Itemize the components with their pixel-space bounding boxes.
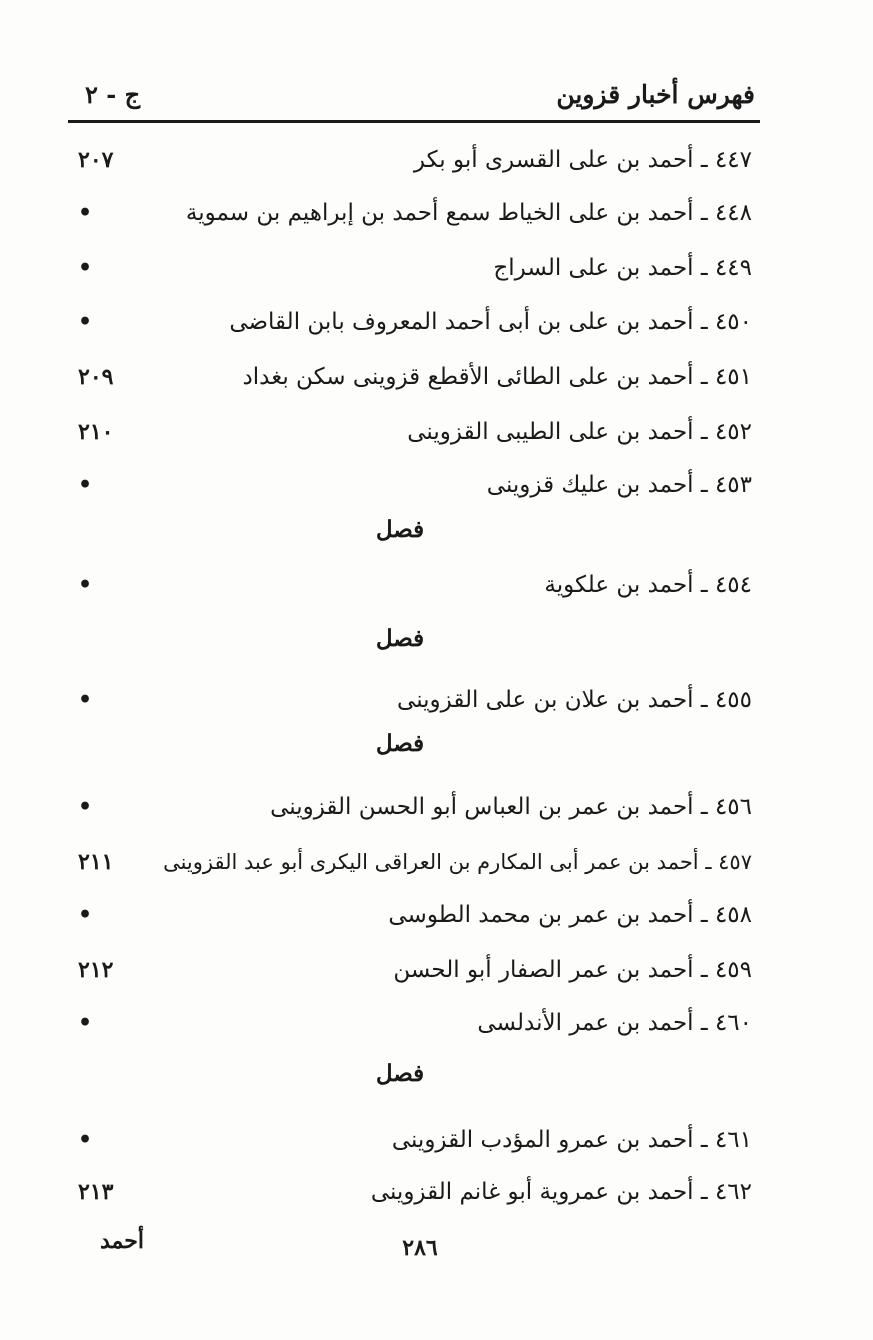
entry-text: ٤٥٩ ـ أحمد بن عمر الصفار أبو الحسن — [393, 957, 752, 983]
entry-page-ref: ٢٠٧ — [78, 147, 114, 173]
section-heading: فصل — [375, 516, 425, 543]
index-entry — [60, 357, 752, 397]
entry-text: ٤٤٨ ـ أحمد بن على الخياط سمع أحمد بن إبراهيم بن سموية — [185, 200, 752, 226]
entry-page-ref: • — [78, 472, 93, 498]
running-title: فهرس أخبار قزوين — [556, 80, 755, 109]
page-number: ٢٨٦ — [402, 1235, 438, 1261]
section-heading: فصل — [375, 625, 425, 652]
entry-text: ٤٥٧ ـ أحمد بن عمر أبى المكارم بن العراقى اليكرى أبو عبد القزوينى — [163, 850, 752, 874]
entry-text: ٤٥١ ـ أحمد بن على الطائى الأقطع قزوينى سكن بغداد — [242, 364, 752, 390]
entry-text: ٤٥٥ ـ أحمد بن علان بن على القزوينى — [397, 687, 752, 713]
entry-text: ٤٦٠ ـ أحمد بن عمر الأندلسى — [477, 1010, 752, 1036]
entry-text: ٤٤٧ ـ أحمد بن على القسرى أبو بكر — [413, 147, 752, 173]
section-heading: فصل — [375, 1060, 425, 1087]
entry-text: ٤٥٣ ـ أحمد بن عليك قزوينى — [486, 472, 752, 498]
entry-text: ٤٤٩ ـ أحمد بن على السراج — [493, 255, 752, 281]
entry-page-ref: • — [78, 200, 93, 226]
index-entry — [60, 842, 752, 882]
entry-page-ref: ٢٠٩ — [78, 364, 114, 390]
entry-page-ref: • — [78, 1010, 93, 1036]
index-entry — [60, 412, 752, 452]
entry-page-ref: ٢١٢ — [78, 957, 114, 983]
catchword: أحمد — [100, 1228, 144, 1254]
index-entry — [60, 465, 752, 505]
section-heading: فصل — [375, 730, 425, 757]
entry-page-ref: • — [78, 309, 93, 335]
index-entry — [60, 787, 752, 827]
index-entry — [60, 680, 752, 720]
entry-page-ref: ٢١٠ — [78, 419, 114, 445]
index-entry — [60, 1003, 752, 1043]
entry-text: ٤٥٦ ـ أحمد بن عمر بن العباس أبو الحسن القزوينى — [270, 794, 752, 820]
index-entry — [60, 1172, 752, 1212]
entry-page-ref: • — [78, 794, 93, 820]
entry-text: ٤٥٢ ـ أحمد بن على الطيبى القزوينى — [407, 419, 752, 445]
entry-page-ref: ٢١١ — [78, 849, 114, 875]
index-entry — [60, 950, 752, 990]
index-entry — [60, 140, 752, 180]
entry-page-ref: ٢١٣ — [78, 1179, 114, 1205]
index-entry — [60, 565, 752, 605]
entry-page-ref: • — [78, 255, 93, 281]
entry-page-ref: • — [78, 572, 93, 598]
entry-page-ref: • — [78, 1127, 93, 1153]
volume-label: ج - ٢ — [85, 80, 141, 109]
entry-text: ٤٦٢ ـ أحمد بن عمروية أبو غانم القزوينى — [370, 1179, 752, 1205]
index-entry — [60, 193, 752, 233]
entry-text: ٤٥٤ ـ أحمد بن علكوية — [544, 572, 752, 598]
index-entry — [60, 302, 752, 342]
entry-page-ref: • — [78, 902, 93, 928]
index-entry — [60, 248, 752, 288]
header-rule — [68, 120, 760, 123]
entry-page-ref: • — [78, 687, 93, 713]
entry-text: ٤٥٨ ـ أحمد بن عمر بن محمد الطوسى — [388, 902, 752, 928]
index-entry — [60, 1120, 752, 1160]
index-entry — [60, 895, 752, 935]
entry-text: ٤٥٠ ـ أحمد بن على بن أبى أحمد المعروف بابن القاضى — [229, 309, 752, 335]
entry-text: ٤٦١ ـ أحمد بن عمرو المؤدب القزوينى — [391, 1127, 752, 1153]
